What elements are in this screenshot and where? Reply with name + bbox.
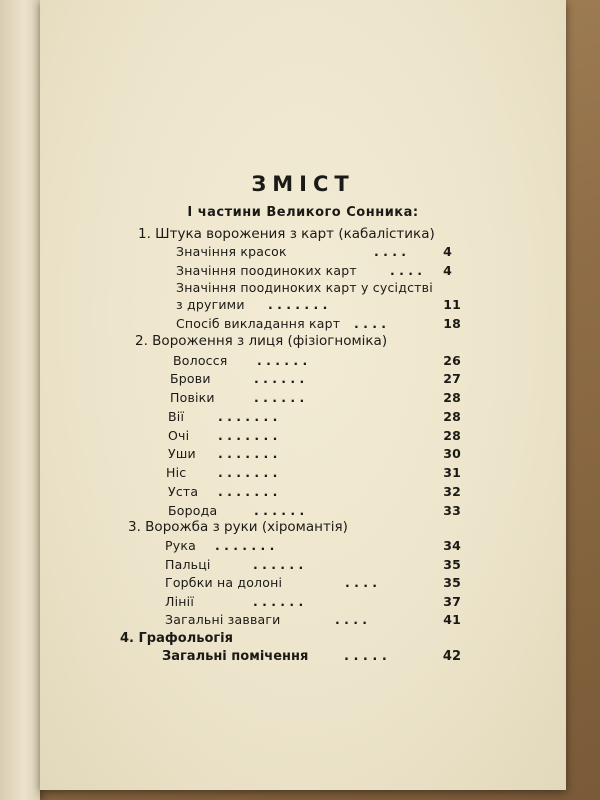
toc-entry-label: з другими bbox=[176, 297, 245, 312]
toc-section bbox=[120, 630, 233, 648]
toc-entry bbox=[168, 445, 461, 463]
toc-entry-label: Горбки на долоні bbox=[165, 575, 283, 590]
toc-entry-label: Значіння поодиноких карт bbox=[176, 263, 357, 278]
toc-page-number: 28 bbox=[443, 409, 461, 424]
toc-page-number: 28 bbox=[443, 390, 461, 405]
toc-entry bbox=[162, 648, 461, 666]
toc-entry-label: Уста bbox=[168, 484, 199, 499]
toc-section bbox=[135, 332, 387, 350]
toc-leader-dots: . . . . bbox=[354, 316, 387, 331]
toc-entry bbox=[166, 464, 461, 482]
toc-entry-label: Загальні помічення bbox=[162, 649, 309, 664]
toc-entry bbox=[168, 483, 461, 501]
toc-leader-dots: . . . . . . . bbox=[218, 465, 278, 480]
toc-page-number: 11 bbox=[443, 297, 461, 312]
toc-page-number: 28 bbox=[443, 428, 461, 443]
toc-leader-dots: . . . . . . . bbox=[218, 409, 278, 424]
toc-page-number: 27 bbox=[443, 371, 461, 386]
toc-entry bbox=[176, 262, 452, 280]
table-of-contents bbox=[40, 0, 566, 790]
toc-entry-label: Волосся bbox=[173, 353, 228, 368]
toc-entry bbox=[170, 389, 461, 407]
toc-entry bbox=[176, 315, 461, 333]
toc-entry bbox=[165, 556, 461, 574]
toc-leader-dots: . . . . . . . bbox=[218, 446, 278, 461]
toc-entry-label: Ніс bbox=[166, 465, 187, 480]
page-subtitle: І частини Великого Сонника: bbox=[187, 205, 419, 220]
toc-entry bbox=[165, 537, 461, 555]
toc-page-number: 41 bbox=[443, 612, 461, 627]
toc-leader-dots: . . . . . bbox=[344, 649, 387, 664]
toc-entry-label: 3. Ворожба з руки (хіромантія) bbox=[128, 519, 348, 535]
toc-leader-dots: . . . . . . bbox=[254, 390, 305, 405]
toc-entry-label: Вії bbox=[168, 409, 185, 424]
toc-page-number: 31 bbox=[443, 465, 461, 480]
toc-section bbox=[138, 225, 435, 243]
toc-entry bbox=[176, 243, 452, 261]
toc-page-number: 4 bbox=[443, 244, 452, 259]
toc-entry-label: Рука bbox=[165, 538, 196, 553]
toc-page-number: 35 bbox=[443, 557, 461, 572]
toc-page-number: 4 bbox=[443, 263, 452, 278]
toc-leader-dots: . . . . bbox=[345, 575, 378, 590]
toc-page-number: 32 bbox=[443, 484, 461, 499]
toc-entry bbox=[165, 593, 461, 611]
toc-entry bbox=[176, 279, 433, 297]
toc-page-number: 33 bbox=[443, 503, 461, 518]
toc-entry bbox=[165, 574, 461, 592]
toc-entry-label: Спосіб викладання карт bbox=[176, 316, 341, 331]
toc-leader-dots: . . . . . . . bbox=[215, 538, 275, 553]
book-page bbox=[40, 0, 566, 790]
toc-entry-label: Загальні завваги bbox=[165, 612, 281, 627]
toc-entry-label: Уши bbox=[168, 446, 196, 461]
toc-page-number: 30 bbox=[443, 446, 461, 461]
toc-section bbox=[128, 518, 348, 536]
toc-entry-label: 4. Графольогія bbox=[120, 631, 233, 646]
toc-page-number: 18 bbox=[443, 316, 461, 331]
toc-entry bbox=[168, 408, 461, 426]
toc-entry bbox=[176, 296, 461, 314]
toc-entry-label: Очі bbox=[168, 428, 190, 443]
toc-entry-label: Повіки bbox=[170, 390, 215, 405]
toc-page-number: 35 bbox=[443, 575, 461, 590]
toc-entry bbox=[165, 611, 461, 629]
toc-entry-label: Борода bbox=[168, 503, 218, 518]
toc-leader-dots: . . . . . . bbox=[253, 594, 304, 609]
toc-leader-dots: . . . . . . bbox=[254, 371, 305, 386]
toc-leader-dots: . . . . . . bbox=[254, 503, 305, 518]
toc-page-number: 37 bbox=[443, 594, 461, 609]
page-title: ЗМІСТ bbox=[251, 172, 355, 196]
toc-entry-label: Брови bbox=[170, 371, 211, 386]
toc-entry-label: Пальці bbox=[165, 557, 211, 572]
toc-leader-dots: . . . . bbox=[335, 612, 368, 627]
toc-leader-dots: . . . . bbox=[390, 263, 423, 278]
toc-leader-dots: . . . . . . bbox=[257, 353, 308, 368]
toc-leader-dots: . . . . bbox=[374, 244, 407, 259]
toc-entry-label: Значіння красок bbox=[176, 244, 287, 259]
toc-page-number: 42 bbox=[442, 649, 461, 664]
toc-leader-dots: . . . . . . bbox=[253, 557, 304, 572]
toc-leader-dots: . . . . . . . bbox=[218, 484, 278, 499]
toc-entry bbox=[168, 427, 461, 445]
toc-page-number: 26 bbox=[443, 353, 461, 368]
left-page-edge bbox=[0, 0, 40, 800]
toc-entry bbox=[170, 370, 461, 388]
toc-entry bbox=[173, 352, 461, 370]
toc-entry-label: 2. Вороження з лиця (фізіогноміка) bbox=[135, 333, 388, 349]
toc-entry-label: 1. Штука ворожения з карт (кабалістика) bbox=[138, 226, 435, 242]
toc-entry-label: Значіння поодиноких карт у сусідстві bbox=[176, 280, 433, 295]
toc-leader-dots: . . . . . . . bbox=[218, 428, 278, 443]
toc-entry-label: Лінії bbox=[165, 594, 194, 609]
toc-leader-dots: . . . . . . . bbox=[268, 297, 328, 312]
toc-page-number: 34 bbox=[443, 538, 461, 553]
